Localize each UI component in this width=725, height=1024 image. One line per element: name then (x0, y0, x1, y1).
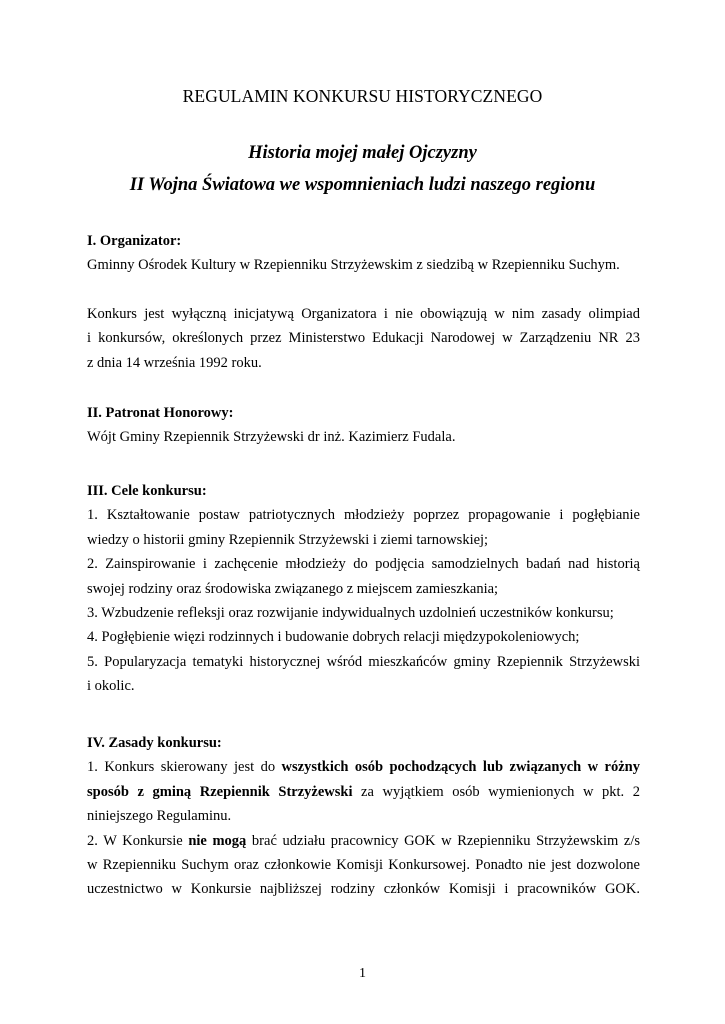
subtitle-line-1: Historia mojej małej Ojczyzny (248, 143, 477, 163)
goal-item-line: 5. Popularyzacja tematyki historycznej wśród mieszkańców gminy Rzepiennik Strzyżewski (87, 653, 640, 670)
rule-bold-text: nie mogą (188, 832, 247, 849)
section-heading-patronage: II. Patronat Honorowy: (87, 405, 234, 421)
section-disclaimer (87, 302, 640, 375)
rule-item-line (87, 780, 640, 804)
goal-item-line: 1. Kształtowanie postaw patriotycznych młodzieży poprzez propagowanie i pogłębianie (87, 507, 640, 524)
disclaimer-line: z dnia 14 września 1992 roku. (87, 354, 262, 371)
section-heading-rules: IV. Zasady konkursu: (87, 735, 222, 751)
rule-text: za wyjątkiem osób wymienionych w pkt. 2 (352, 783, 640, 800)
section-rules (87, 731, 640, 902)
rule-item-line (87, 755, 640, 779)
goal-item-line: 4. Pogłębienie więzi rodzinnych i budowanie dobrych relacji międzypokoleniowych; (87, 629, 580, 646)
rule-item-line: niniejszego Regulaminu. (87, 808, 232, 825)
rule-text: 2. W Konkursie (87, 832, 189, 849)
goal-item-line: i okolic. (87, 678, 135, 695)
patronage-text: Wójt Gminy Rzepiennik Strzyżewski dr inż. Kazimierz Fudala. (87, 429, 456, 446)
goal-item-line: 3. Wzbudzenie refleksji oraz rozwijanie indywidualnych uzdolnień uczestników konkursu; (87, 605, 614, 622)
section-organizer (87, 229, 640, 278)
rule-text: brać udziału pracownicy GOK w Rzepienniku Strzyżewskim z/s (246, 832, 640, 849)
disclaimer-line: Konkurs jest wyłączną inicjatywą Organizatora i nie obowiązują w nim zasady olimpiad (87, 306, 640, 322)
subtitle-line-2: II Wojna Światowa we wspomnieniach ludzi naszego regionu (129, 175, 596, 195)
goal-item-line: wiedzy o historii gminy Rzepiennik Strzyżewski i ziemi tarnowskiej; (87, 531, 489, 548)
page-title: REGULAMIN KONKURSU HISTORYCZNEGO (182, 86, 543, 106)
section-patronage (87, 401, 640, 450)
rule-item-line (87, 829, 640, 853)
section-heading-goals: III. Cele konkursu: (87, 483, 207, 499)
disclaimer-line: i konkursów, określonych przez Ministerstwo Edukacji Narodowej w Zarządzeniu NR 23 (87, 330, 640, 347)
rule-bold-text: wszystkich osób pochodzących lub związanych w różny (281, 759, 640, 776)
rule-item-line: w Rzepienniku Suchym oraz członkowie Komisji Konkursowej. Ponadto nie jest dozwolone (87, 857, 640, 874)
section-goals (87, 479, 640, 699)
organizer-text: Gminny Ośrodek Kultury w Rzepienniku Strzyżewskim z siedzibą w Rzepienniku Suchym. (87, 257, 620, 274)
goal-item-line: 2. Zainspirowanie i zachęcenie młodzieży do podjęcia samodzielnych badań nad historią (87, 556, 640, 573)
rule-text: 1. Konkurs skierowany jest do (87, 759, 282, 776)
goal-item-line: swojej rodziny oraz środowiska związanego z miejscem zamieszkania; (87, 580, 499, 597)
rule-bold-text: sposób z gminą Rzepiennik Strzyżewski (87, 783, 353, 800)
page-number: 1 (359, 966, 366, 981)
section-heading-organizer: I. Organizator: (87, 233, 182, 249)
rule-item-line: uczestnictwo w Konkursie najbliższej rodziny członków Komisji i pracowników GOK. (87, 881, 640, 898)
